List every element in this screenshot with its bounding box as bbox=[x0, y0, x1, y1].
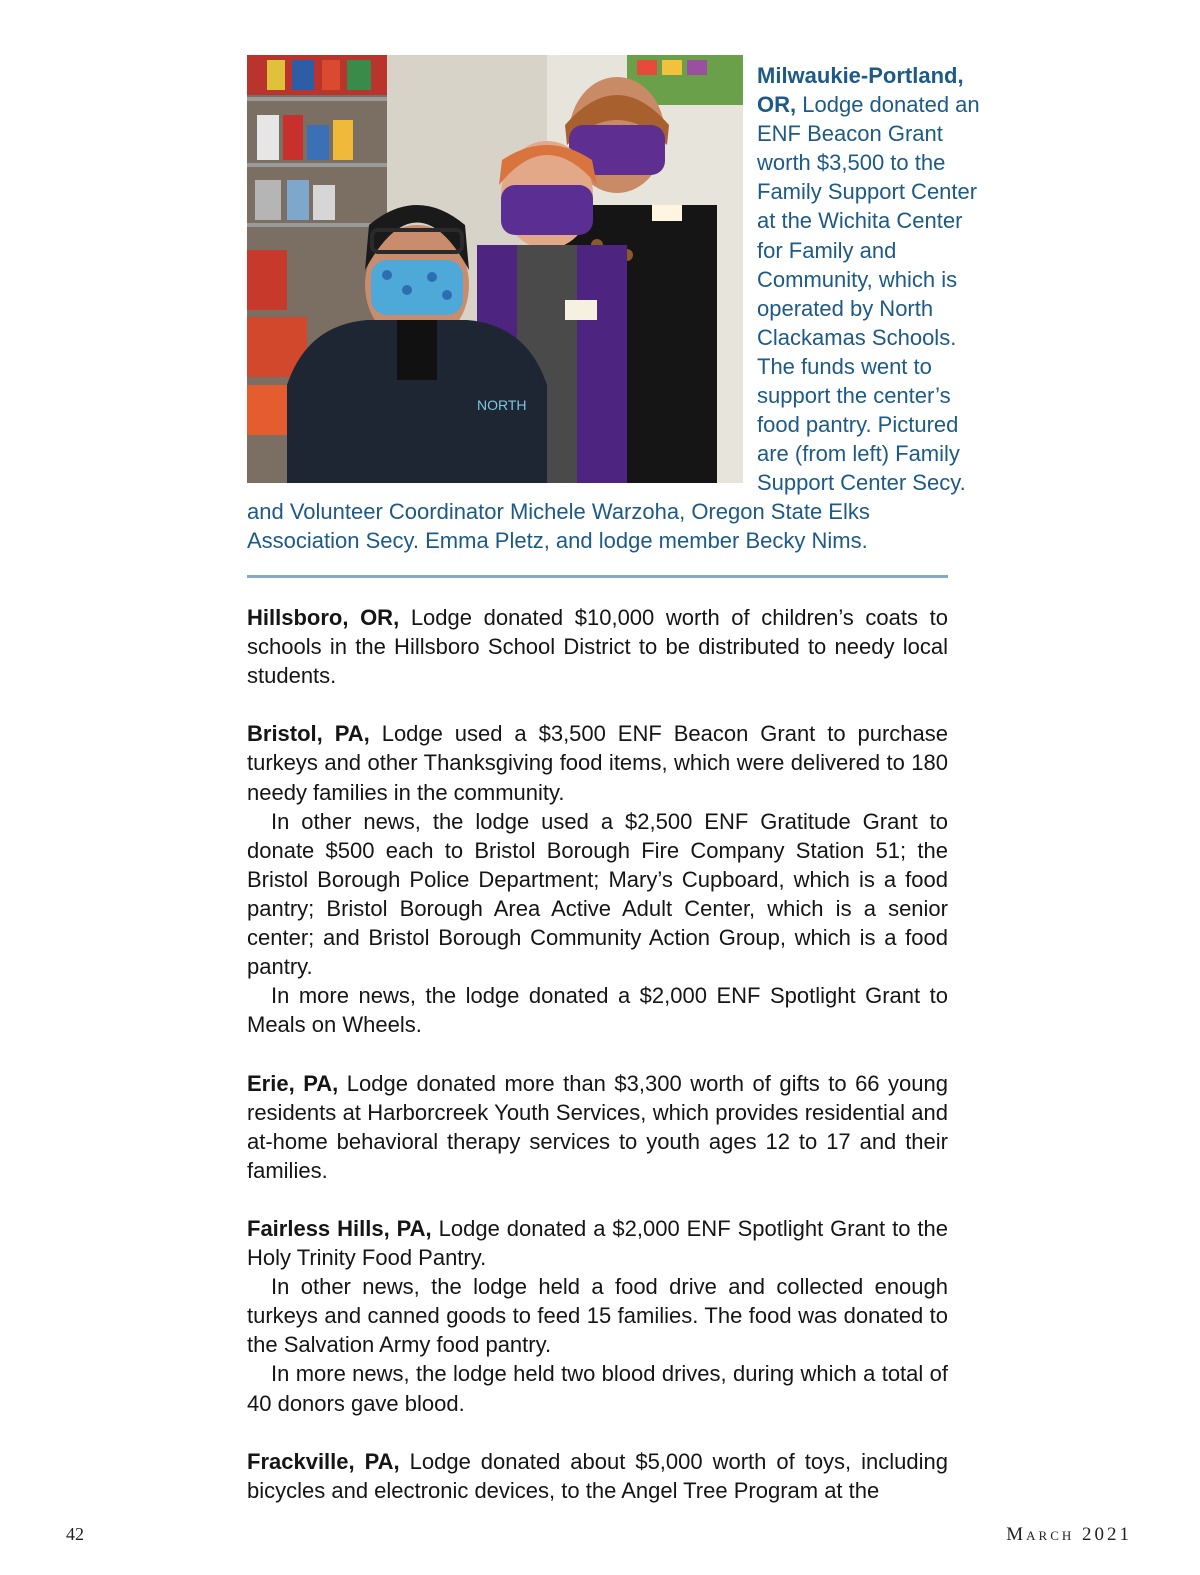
article-paragraph: In more news, the lodge held two blood drives, during which a total of 40 donors gave blood. bbox=[247, 1361, 948, 1416]
article-photo bbox=[247, 55, 743, 483]
photo-caption-top bbox=[757, 61, 992, 497]
article-hillsboro bbox=[247, 603, 948, 690]
food-pantry-photo-icon bbox=[247, 55, 743, 483]
caption-lodge-name: Milwaukie-Portland, OR, bbox=[757, 63, 964, 118]
article-lead: Lodge donated $10,000 worth of children’s coats to schools in the Hillsboro School District to be distributed to needy local students. bbox=[247, 605, 948, 689]
article-paragraph: In other news, the lodge held a food drive and collected enough turkeys and canned goods to feed 15 families. The food was donated to the Salvation Army food pantry. bbox=[247, 1274, 948, 1358]
lodge-news-column bbox=[247, 603, 948, 1534]
photo-caption-continued: and Volunteer Coordinator Michele Warzoha, Oregon State Elks Association Secy. Emma Pletz, and lodge member Becky Nims. bbox=[247, 499, 870, 554]
article-lead: Lodge donated more than $3,300 worth of gifts to 66 young residents at Harborcreek Youth Services, which provides residential and at-home behavioral therapy services to youth ages 12 to 17 and their families. bbox=[247, 1070, 948, 1183]
article-lead: Lodge donated a $2,000 ENF Spotlight Grant to the Holy Trinity Food Pantry. bbox=[247, 1215, 948, 1271]
article-lead: Lodge donated about $5,000 worth of toys, including bicycles and electronic devices, to the Angel Tree Program at the bbox=[247, 1448, 948, 1503]
article-lodge-name: Erie, PA, bbox=[247, 1070, 339, 1096]
article-erie bbox=[247, 1069, 948, 1185]
section-divider bbox=[247, 575, 948, 578]
article-paragraph: In other news, the lodge used a $2,500 ENF Gratitude Grant to donate $500 each to Bristol Borough Fire Company Station 51; the Bristol Borough Police Department; Mary’s Cupboard, which is a food pantry; Bristol Borough Area Active Adult Center, which is a senior center; and Bristol Borough Community Action Group, which is a food pantry. bbox=[247, 808, 948, 980]
article-paragraph: In more news, the lodge donated a $2,000 ENF Spotlight Grant to Meals on Wheels. bbox=[247, 983, 948, 1038]
article-lead: Lodge used a $3,500 ENF Beacon Grant to purchase turkeys and other Thanksgiving food items, which were delivered to 180 needy families in the community. bbox=[247, 721, 948, 805]
article-lodge-name: Frackville, PA, bbox=[247, 1448, 400, 1474]
article-frackville bbox=[247, 1447, 948, 1505]
svg-text:NORTH: NORTH bbox=[477, 397, 527, 413]
article-bristol bbox=[247, 719, 948, 1039]
article-lodge-name: Hillsboro, OR, bbox=[247, 605, 400, 630]
article-lodge-name: Bristol, PA, bbox=[247, 721, 370, 747]
caption-text: Lodge donated an ENF Beacon Grant worth $3,500 to the Family Support Center at the Wichita Center for Family and Community, which is operated by North Clackamas Schools. The funds went to support the center’s food pantry. Pictured are (from left) Family Support Center Secy. bbox=[757, 92, 980, 496]
article-fairless-hills bbox=[247, 1214, 948, 1418]
page-number: 42 bbox=[66, 1524, 84, 1544]
issue-date: March 2021 bbox=[1006, 1524, 1132, 1545]
article-lodge-name: Fairless Hills, PA, bbox=[247, 1215, 432, 1241]
